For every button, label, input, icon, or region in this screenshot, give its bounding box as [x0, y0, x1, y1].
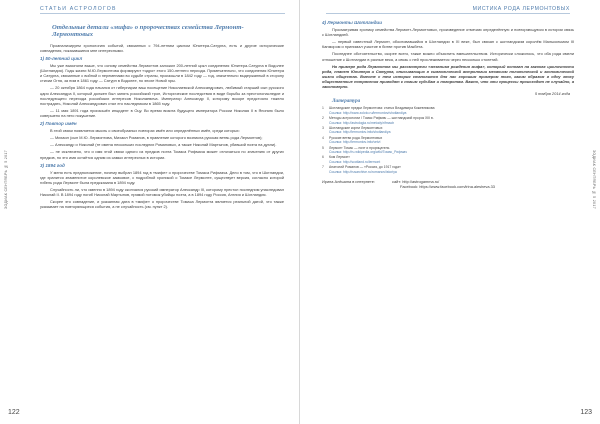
author-label: Ирина Алёшина в интернете: — [322, 179, 375, 184]
literature-item: 1 Шотландские предки Лермонтова: статья Владимира Кожевникова Ссылка: http://www.zoloto.ru/lermontov/shotlandiya — [322, 106, 435, 115]
section-4-paragraph-1: Просматривая хронику семейства Лермонт-Лермонтовых, произведение отмечаю определённую и повторяющуюся в истории связь с Шотландией. — [322, 27, 574, 38]
section-3-paragraph-3: Скорее это совпадение, и указанная дата в «мифе» о пророчестве Томаса Лермонта является реальной датой, что также указывает на повторяющиеся события, а не случайность (см. пункт 2). — [40, 199, 284, 210]
left-running-head: СТАТЬИ АСТРОЛОГОВ — [40, 6, 117, 12]
section-1-heading: 1) 50-летний цикл — [40, 56, 83, 61]
section-1-paragraph-2: — 20 октября 1864 года начался от гибернарии ваш посещение Николаевской Александрович, любимый старший сын русского царя Александра II, который должен был занять российский трон, Исторические последствия в виде борьбы за престолонаследие и последующего перехода российских интересов Николаевича. Император Александр II, которому вскоре предстояло тяжело пострадать, Николай Александрович стал его наследником в 1865 году. — [40, 85, 284, 106]
literature-link[interactable]: Ссылка: http://lermontov.info/shotlandiya — [329, 130, 391, 135]
section-4-paragraph-3: Последнее обстоятельство, скорее всего, также можно объяснить вмешательством. Исторически сложилось, что оба рода имели отношение к Шотландии в разные века, а связь с ней прослеживается через несколько столетий. — [322, 51, 574, 62]
literature-item: 7 Анатолий Романов — «Россия, до 1917 года» Ссылка: http://rusarchive.ru/romanov/istoriya — [322, 165, 401, 174]
section-2-paragraph-2: — Михаил (сын М.Ю. Лермонтова, Михаил Романов, в правление которого возникла русская ветвь рода Лермонтов); — [50, 135, 263, 141]
right-running-head: МИСТИКА РОДА ЛЕРМОНТОВЫХ — [472, 6, 570, 12]
right-column — [322, 17, 574, 189]
literature-link[interactable]: Ссылка: http://www.zoloto.ru/lermontov/shotlandiya — [329, 110, 407, 115]
conclusion-paragraph: На примере рода Лермонтов мы рассмотрели «механизм рождения мифа», который основан на законах цикличности рода, планет Юпитера и Сатурна, описывающих в символической астрологии механизм политической и экономической жизни общества. Вместе с тем история становится для нас хорошим примером того, каким образом в одну эпоху общественные потрясения приводят к новым судьбам и поворотам. Важно, что эти процессы происходят не случайно, а закономерно. — [322, 63, 574, 90]
literature-link[interactable]: Ссылка: http://scotland.ru/lermont — [329, 159, 381, 164]
literature-link[interactable]: Ссылка: http://astrologia.ru/metody/rifmach — [329, 120, 395, 125]
literature-item: 2 Методы астрологии / Томас Рифмач — шотландский пророк XIII в. Ссылка: http://astrologia.ru/metody/rifmach — [322, 116, 434, 125]
literature-link[interactable]: Ссылка: http://ru.wikipedia.org/wiki/Томас_Рифмач — [329, 149, 407, 154]
article-date: 5 ноября 2014 года — [534, 91, 570, 97]
right-header-rule — [326, 13, 570, 14]
section-4-paragraph-2: — первый известный Лермонт, обосновавшийся в Шотландии в XI веке, был связан с шотландским королём Малькольмом III Канмором и принимал участие в битве против Макбета. — [322, 39, 574, 50]
section-1-paragraph-1: Мы уже выяснили выше, что основу семейства Лермонтов заложил 200-летний цикл соединения Юпитера-Сатурна в Водолее (Шотландия). Годы жизни М.Ю.Лермонтова формируют «ядро» этого 150-летнего периода. Примечательно, что соединения Юпитера и Сатурна, связанные с войной и переменами во судьбе страны, произошли в 1842 году — год, значительно выдержанный в сторону стихии Огня, за ним в 1861 году — Сатурн в Водолее, по эпохе Новой эры. — [40, 63, 284, 84]
author-facebook-link[interactable]: Facebook: https://www.facebook.com/irina.alesheva.33 — [400, 184, 495, 189]
section-1-paragraph-3: — 11 мая 1891 года произошёл инцидент в Оцу. Во время визита будущего императора России Николая II в Японию было совершено на него покушение. — [40, 107, 284, 118]
literature-link[interactable]: Ссылка: http://lermontov.info/vetvi — [329, 140, 381, 145]
author-site-link[interactable]: сайт: http://astrogamma.ru/ — [392, 179, 440, 184]
literature-item: 5 Лермонт Томас — поэт и прорицатель Ссылка: http://ru.wikipedia.org/wiki/Томас_Рифмач — [322, 145, 407, 154]
intro-paragraph: Проанализируем хронологию событий, связанных с 794-летним циклом Юпитера-Сатурна, есть и другие исторические совпадения, показавшиеся мне интересными. — [40, 42, 284, 53]
section-2-paragraph-3: — Александр и Николай (те имена нескольких последних Романовых, а также Николай Мартынов, убивший поэта на дуэли). — [50, 142, 277, 148]
section-2-heading: 2) Повтор имён — [40, 121, 77, 127]
literature-heading: Литература — [332, 99, 361, 105]
section-4-heading: 4) Лермонты Шотландии — [322, 20, 383, 25]
literature-list — [322, 106, 574, 174]
literature-item: 4 Русские ветви рода Лермонтовых Ссылка: http://lermontov.info/vetvi — [322, 135, 383, 145]
section-3-paragraph-2: Случайность ли, что именно в 1894 году скончался русский император Александр III, которому престол последним унаследовал Николай II. В 1894 году погиб Николай Мартынов, прямой потомок убийцы поэта, а в 1894 году Россия, Англия и Шотландия. — [40, 186, 284, 198]
section-3-paragraph-1: У меня есть предположение, почему выбран 1894 год в «мифе» о пророчестве Томаса Рифмача. Дело в том, что в Шотландии, где хранится знаменитое королевское замковое, с подробной хроникой о Томасе Лермонте, существует версия, согласно которой гибель рода Лермонт была предсказана в 1894 году. — [40, 169, 284, 185]
literature-item: 6 Ком Лермонт Ссылка: http://scotland.ru/lermont — [322, 155, 381, 164]
left-header-rule — [40, 13, 285, 14]
section-3-heading: 3) 1894 год — [40, 162, 65, 168]
literature-link[interactable]: Ссылка: http://rusarchive.ru/romanov/istoriya — [329, 169, 397, 174]
author-info — [322, 179, 574, 189]
left-column — [40, 20, 284, 211]
left-page-number: 122 — [8, 409, 20, 416]
right-page-number: 123 — [580, 409, 592, 416]
left-margin-tag: ЗОДИАК СЕНТЯБРЬ № 5 2017 — [4, 150, 8, 209]
section-2-paragraph-1: В этой связи появляется мысль о своеобразных повторах имён или определённых имён, среди которых: — [50, 128, 240, 134]
section-2-paragraph-4: — не исключено, что и имя этой связи одного из предков поэта Томаса Рифмача может отличаться по значению от других предков, но это имя остаётся одним из самых интересных в истории. — [40, 149, 284, 160]
right-page — [300, 0, 600, 424]
literature-item: 3 Шотландские корни Лермонтовых Ссылка: http://lermontov.info/shotlandiya — [322, 125, 391, 135]
article-section-title: Отдельные детали «мифа» о пророчествах семейства Лермонт-Лермонтовых — [52, 24, 244, 39]
right-margin-tag: ЗОДИАК СЕНТЯБРЬ № 5 2017 — [592, 150, 596, 209]
